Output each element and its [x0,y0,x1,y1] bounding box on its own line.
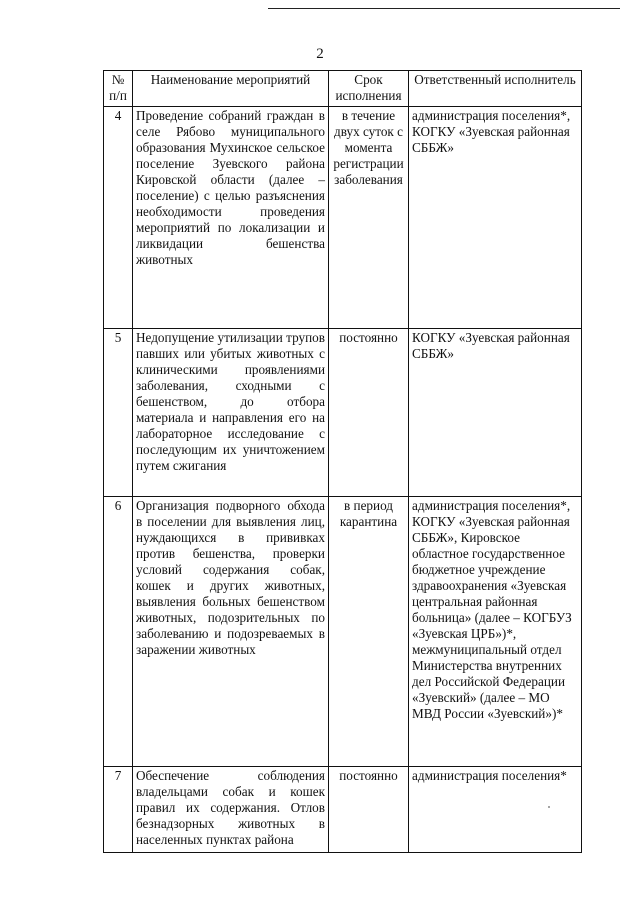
table-row [104,329,582,497]
row-num: 7 [104,767,133,853]
row-responsible: КОГКУ «Зуевская районная СББЖ» [409,329,582,497]
measures-table [103,70,582,853]
row-term: постоянно [329,767,409,853]
row-responsible: администрация поселения* [409,767,582,853]
scan-speck [548,806,550,808]
row-term: постоянно [329,329,409,497]
row-num: 4 [104,107,133,329]
row-name: Недопущение утилизации трупов павших или убитых животных с клиническими проявлениями заболевания, сходными с бешенством, до отбора материала и направления его на лабораторное исследование с последующим их уничтожением путем сжигания [133,329,329,497]
page-number: 2 [316,46,324,62]
header-term: Срок исполнения [329,71,409,107]
row-name: Обеспечение соблюдения владельцами собак и кошек правил их содержания. Отлов безнадзорных животных в населенных пунктах района [133,767,329,853]
row-name: Организация подворного обхода в поселении для выявления лиц, нуждающихся в прививках против бешенства, проверки условий содержания собак, кошек и других животных, выявления больных бешенством животных, подозрительных по заболеванию и подозреваемых в заражении животных [133,497,329,767]
table-header-row [104,71,582,107]
row-name: Проведение собраний граждан в селе Рябово муниципального образования Мухинское сельское поселение Зуевского района Кировской области (далее – поселение) с целью разъяснения необходимости проведения мероприятий по локализации и ликвидации бешенства животных [133,107,329,329]
header-name: Наименование мероприятий [133,71,329,107]
table-row [104,107,582,329]
table-row [104,497,582,767]
row-responsible: администрация поселения*, КОГКУ «Зуевская районная СББЖ» [409,107,582,329]
header-responsible: Ответственный исполнитель [409,71,582,107]
top-rule [268,8,620,9]
header-num: № п/п [104,71,133,107]
row-num: 6 [104,497,133,767]
row-responsible: администрация поселения*, КОГКУ «Зуевская районная СББЖ», Кировское областное государственное бюджетное учреждение здравоохранения «Зуевская центральная районная больница» (далее – КОГБУЗ «Зуевская ЦРБ»)*, межмуниципальный отдел Министерства внутренних дел Российской Федерации «Зуевский» (далее – МО МВД России «Зуевский»)* [409,497,582,767]
row-term: в период карантина [329,497,409,767]
table-row [104,767,582,853]
row-num: 5 [104,329,133,497]
row-term: в течение двух суток с момента регистрации заболевания [329,107,409,329]
